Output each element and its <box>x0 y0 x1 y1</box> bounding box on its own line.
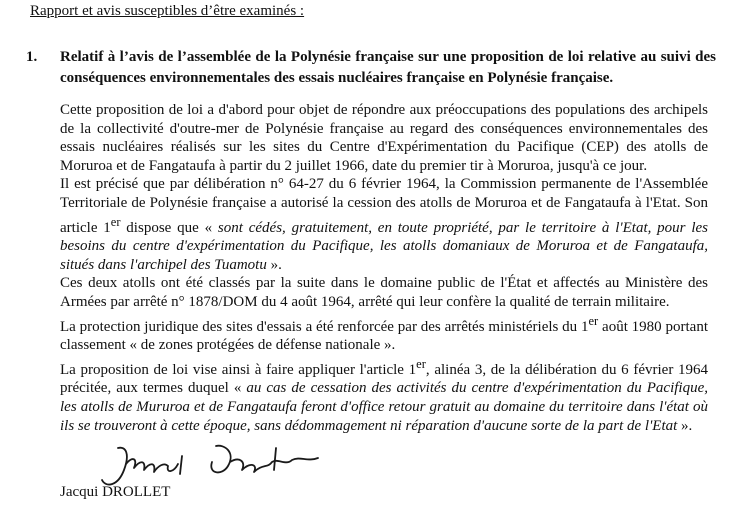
paragraph-5 <box>60 355 708 435</box>
quoted-text: au cas de cessation des activités du centre d'expérimentation du Pacifique, les atolls de Mururoa et de Fangataufa feront d'office retour gratuit au domaine du territoire dans l'état où ils se trouveront à cette époque, sans dédommagement ni réparation d'aucune sorte de la part de l'Etat <box>60 380 708 434</box>
paragraph-1: Cette proposition de loi a d'abord pour objet de répondre aux préoccupations des populations des archipels de la collectivité d'outre-mer de Polynésie française au regard des conséquences environnementales des essais nucléaires réalisés sur les sites du Centre d'Expérimentation du Pacifique (CEP) des atolls de Moruroa et de Fangataufa à partir du 2 juillet 1966, date du premier tir à Moruroa, jusqu'à ce jour. <box>60 102 708 174</box>
superscript: er <box>110 214 121 229</box>
quoted-text: sont cédés, gratuitement, en toute propriété, par le territoire à l'Etat, pour les besoins du centre d'expérimentation du Pacifique, les atolls domaniaux de Moruroa et de Fangataufa, situés dans l'archipel des Tuamotu <box>60 219 708 273</box>
item-title: Relatif à l’avis de l’assemblée de la Polynésie française sur une proposition de loi relative au suivi des conséquences environnementales des essais nucléaires française en Polynésie française. <box>60 49 716 86</box>
paragraph-4-text: La protection juridique des sites d'essais a été renforcée par des arrêtés ministériels du 1 <box>60 318 589 335</box>
superscript: er <box>416 356 426 371</box>
paragraph-5-text: , alinéa 3, de la délibération du 6 février 1964 précitée, aux termes duquel « <box>60 361 708 397</box>
paragraph-4 <box>60 312 708 355</box>
paragraph-5-text: La proposition de loi vise ainsi à faire appliquer l'article 1 <box>60 361 417 378</box>
paragraph-3: Ces deux atolls ont été classés par la suite dans le domaine public de l'État et affectés au Ministère des Armées par arrêté n° 1878/DOM du 4 août 1964, arrêté qui leur confère la qualité de terrain militaire. <box>60 275 708 310</box>
paragraph-4-text: août 1980 portant classement « de zones protégées de défense nationale ». <box>60 318 708 354</box>
paragraph-2-text: Il est précisé que par délibération n° 64-27 du 6 février 1964, la Commission permanente de l'Assemblée Territoriale de Polynésie française a autorisé la cession des atolls de Moruroa et de Fangataufa à l'Etat. Son article 1 <box>60 176 708 236</box>
paragraph-5-text: ». <box>677 417 693 434</box>
agenda-item <box>26 47 716 89</box>
report-body <box>60 101 708 435</box>
paragraph-2-text: dispose que « <box>120 219 218 236</box>
paragraph-2-text: ». <box>266 256 282 273</box>
superscript: er <box>588 313 599 328</box>
item-number: 1. <box>26 49 38 65</box>
section-heading: Rapport et avis susceptibles d’être examinés : <box>30 3 305 19</box>
paragraph-2 <box>60 175 708 274</box>
signer-name: Jacqui DROLLET <box>60 484 171 500</box>
handwritten-signature <box>96 440 326 490</box>
